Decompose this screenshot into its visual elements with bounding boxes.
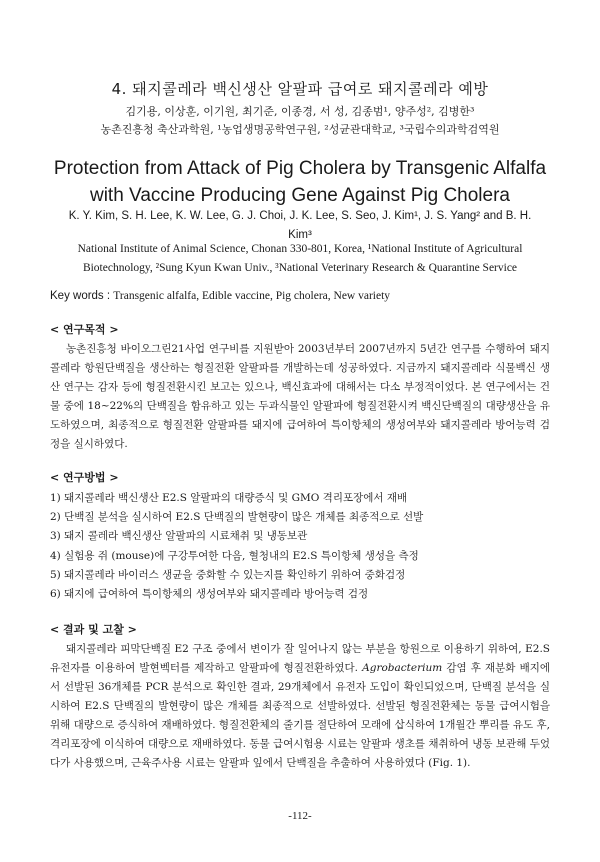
- section-heading-methods: < 연구방법 >: [50, 471, 119, 484]
- list-item: 4) 실험용 쥐 (mouse)에 구강투여한 다음, 혈청내의 E2.S 특이항체 생성을 측정: [50, 549, 419, 562]
- section-heading-results: < 결과 및 고찰 >: [50, 623, 137, 636]
- results-text-part1: 돼지콜레라 피막단백질 E2 구조 중에서 변이가 잘 일어나지 않는 부분을 항원으로 이용하기 위하여, E2.S 유전자를 이용하여 발현벡터를 제작하고 알팔파에 형질전환하였다.: [50, 643, 550, 674]
- keywords-value: Transgenic alfalfa, Edible vaccine, Pig cholera, New variety: [113, 290, 391, 302]
- authors-korean: 김기용, 이상훈, 이기원, 최기준, 이종경, 서 성, 김종범¹, 양주성², 김병한³: [125, 105, 475, 118]
- paper-title-english: Protection from Attack of Pig Cholera by Transgenic Alfalfa with Vaccine Producing Gene Against Pig Cholera: [53, 158, 547, 206]
- keywords-label: Key words :: [50, 290, 111, 302]
- purpose-paragraph: 농촌진흥청 바이오그린21사업 연구비를 지원받아 2003년부터 2007년까지 5년간 연구를 수행하여 돼지콜레라 항원단백질을 생산하는 형질전환 알팔파를 개발하는데 성공하였다. 지금까지 돼지콜레라 식물백신 생산 연구는 감자 등에 형질전환시킨 보고는 있으나, 백신효과에 대해서는 다소 부정적이었다. 본 연구에서는 건물 중에 18~22%의 단백질을 함유하고 있는 두과식물인 알팔파에 형질전환시켜 백신단백질의 대량생산을 유도하였으며, 최종적으로 형질전환 알팔파를 돼지에 급여하여 특이항체의 생성여부와 돼지콜레라 방어능력 검정을 실시하였다.: [50, 343, 550, 450]
- list-item: 2) 단백질 분석을 실시하여 E2.S 단백질의 발현량이 많은 개체를 최종적으로 선발: [50, 511, 424, 524]
- page-number: -112-: [288, 810, 312, 822]
- keywords: [50, 290, 550, 302]
- list-item: 1) 돼지콜레라 백신생산 E2.S 알팔파의 대량증식 및 GMO 격리포장에서 재배: [50, 492, 408, 504]
- paper-title-korean: 4. 돼지콜레라 백신생산 알팔파 급여로 돼지콜레라 예방: [111, 80, 489, 98]
- section-heading-purpose: < 연구목적 >: [50, 323, 119, 336]
- results-paragraph: [50, 640, 550, 773]
- authors-english: K. Y. Kim, S. H. Lee, K. W. Lee, G. J. Choi, J. K. Lee, S. Seo, J. Kim¹, J. S. Yang² and B. H. Kim³: [68, 210, 532, 241]
- list-item: 3) 돼지 콜레라 백신생산 알팔파의 시료채취 및 냉동보관: [50, 530, 308, 543]
- affiliations-korean: 농촌진흥청 축산과학원, ¹농업생명공학연구원, ²성균관대학교, ³국립수의과학검역원: [100, 123, 500, 136]
- list-item: 5) 돼지콜레라 바이러스 생균을 중화할 수 있는지를 확인하기 위하여 중화검정: [50, 568, 406, 581]
- list-item: 6) 돼지에 급여하여 특이항체의 생성여부와 돼지콜레라 방어능력 검정: [50, 588, 369, 601]
- results-italic-term: Agrobacterium: [362, 662, 443, 674]
- affiliations-english: National Institute of Animal Science, Chonan 330-801, Korea, ¹National Institute of Agricultural Biotechnology, ²Sung Kyun Kwan Univ., ³National Veterinary Research & Quarantine Service: [77, 243, 523, 274]
- methods-list: [50, 489, 550, 604]
- results-text-part2: 감염 후 재분화 배지에서 선발된 36개체를 PCR 분석으로 확인한 결과, 29개체에서 유전자 도입이 확인되었으며, 단백질 분석을 실시하여 E2.S 단백질의 발현량이 많은 개체를 최종적으로 선발하였다. 선발된 형질전환체는 동물 급여시험을 위해 대량으로 증식하여 재배하였다. 형질전환체의 줄기를 절단하여 모래에 삽식하여 1개월간 뿌리를 유도 후, 격리포장에 이식하여 대량으로 재배하였다. 동물 급여시험용 시료는 알팔파 생초를 채취하여 냉동 보관해 두었다가 사용했으며, 근육주사용 시료는 알팔파 잎에서 단백질을 추출하여 사용하였다 (Fig. 1).: [50, 662, 550, 769]
